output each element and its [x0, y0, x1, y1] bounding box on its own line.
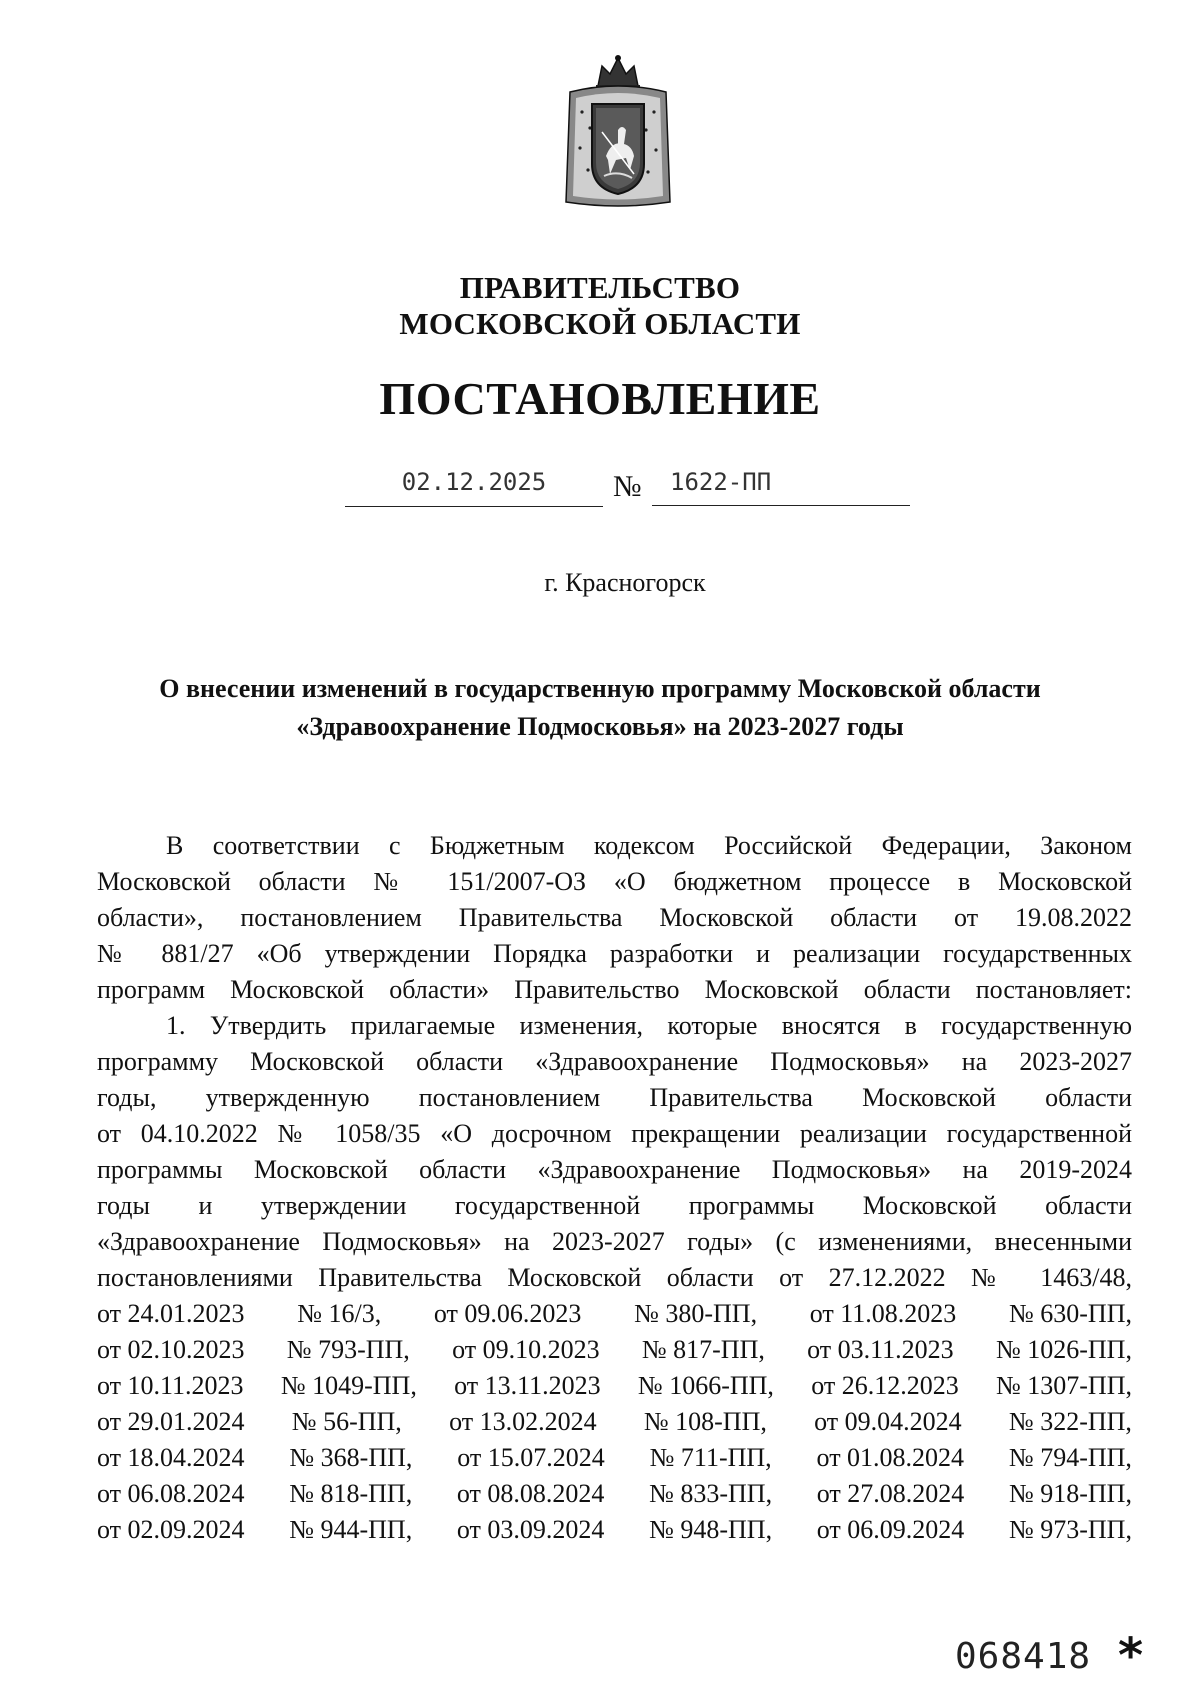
- amendment-number: № 973-ПП,: [1008, 1515, 1132, 1544]
- amendment-date: от 06.08.2024: [97, 1479, 245, 1508]
- amendment-number: № 16/3,: [297, 1299, 382, 1328]
- amendment-date: от 10.11.2023: [97, 1371, 244, 1400]
- amendment-date: от 27.08.2024: [816, 1479, 965, 1508]
- amendment-number: № 794-ПП,: [1008, 1443, 1132, 1472]
- government-name-line1: ПРАВИТЕЛЬСТВО: [459, 270, 741, 305]
- amendment-number: № 1066-ПП,: [637, 1371, 774, 1400]
- text-line: программ Московской области» Правительство Московской области постановляет:: [97, 975, 1132, 1004]
- amendment-row: [97, 1476, 1132, 1512]
- amendment-number: № 948-ПП,: [649, 1515, 773, 1544]
- amendment-number: № 944-ПП,: [289, 1515, 413, 1544]
- text-line: программу Московской области «Здравоохранение Подмосковья» на 2023-2027: [97, 1047, 1132, 1076]
- document-date: 02.12.2025: [345, 468, 603, 507]
- amendment-number: № 1026-ПП,: [995, 1335, 1132, 1364]
- date-number-line: [0, 468, 1200, 508]
- text-line: годы и утверждении государственной программы Московской области: [97, 1191, 1132, 1220]
- amendment-date: от 02.10.2023: [97, 1335, 245, 1364]
- amendment-row: [97, 1404, 1132, 1440]
- amendment-date: от 15.07.2024: [457, 1443, 605, 1472]
- amendment-date: от 01.08.2024: [816, 1443, 965, 1472]
- amendment-number: № 818-ПП,: [289, 1479, 413, 1508]
- coat-of-arms-icon: [560, 52, 676, 210]
- amendment-date: от 09.06.2023: [433, 1299, 582, 1328]
- number-sign: №: [613, 470, 642, 503]
- amendment-number: № 56-ПП,: [291, 1407, 402, 1436]
- document-subject: [0, 670, 1200, 746]
- amendments-list: [97, 1296, 1132, 1548]
- text-line: Московской области № 151/2007-ОЗ «О бюджетном процессе в Московской: [97, 867, 1132, 896]
- document-type: ПОСТАНОВЛЕНИЕ: [379, 373, 821, 424]
- text-line: годы, утвержденную постановлением Правительства Московской области: [97, 1083, 1132, 1112]
- amendment-number: № 918-ПП,: [1008, 1479, 1132, 1508]
- amendment-date: от 03.11.2023: [807, 1335, 954, 1364]
- amendment-number: № 1049-ПП,: [280, 1371, 417, 1400]
- amendment-row: [97, 1440, 1132, 1476]
- amendment-number: № 1307-ПП,: [995, 1371, 1132, 1400]
- document-number: 1622-ПП: [652, 468, 910, 506]
- text-line: № 881/27 «Об утверждении Порядка разработки и реализации государственных: [97, 939, 1132, 968]
- amendment-date: от 03.09.2024: [456, 1515, 605, 1544]
- amendment-date: от 06.09.2024: [816, 1515, 965, 1544]
- serial-number: 068418: [955, 1636, 1092, 1677]
- amendment-date: от 11.08.2023: [809, 1299, 957, 1328]
- amendment-number: № 711-ПП,: [649, 1443, 772, 1472]
- text-line: программы Московской области «Здравоохранение Подмосковья» на 2019-2024: [97, 1155, 1132, 1184]
- amendment-date: от 29.01.2024: [97, 1407, 245, 1436]
- amendment-number: № 833-ПП,: [649, 1479, 773, 1508]
- amendment-date: от 13.11.2023: [454, 1371, 601, 1400]
- amendment-date: от 13.02.2024: [449, 1407, 597, 1436]
- amendment-number: № 322-ПП,: [1008, 1407, 1132, 1436]
- text-line: области», постановлением Правительства Московской области от 19.08.2022: [97, 903, 1132, 932]
- amendment-date: от 02.09.2024: [97, 1515, 245, 1544]
- subject-line1: О внесении изменений в государственную программу Московской области: [159, 674, 1041, 703]
- amendment-date: от 09.10.2023: [452, 1335, 600, 1364]
- text-line: 1. Утвердить прилагаемые изменения, которые вносятся в государственную: [166, 1011, 1132, 1040]
- text-line: от 04.10.2022 № 1058/35 «О досрочном прекращении реализации государственной: [97, 1119, 1132, 1148]
- amendment-number: № 793-ПП,: [286, 1335, 410, 1364]
- city: г. Красногорск: [544, 568, 706, 597]
- amendment-number: № 368-ПП,: [289, 1443, 413, 1472]
- amendment-number: № 380-ПП,: [634, 1299, 758, 1328]
- amendment-row: [97, 1368, 1132, 1404]
- text-line: В соответствии с Бюджетным кодексом Российской Федерации, Законом: [166, 831, 1132, 860]
- paragraph-item-1: [97, 1008, 1132, 1296]
- amendment-number: № 630-ПП,: [1008, 1299, 1132, 1328]
- subject-line2: «Здравоохранение Подмосковья» на 2023-2027 годы: [296, 712, 904, 741]
- amendment-row: [97, 1296, 1132, 1332]
- amendment-number: № 817-ПП,: [641, 1335, 765, 1364]
- paragraph-preamble: [97, 828, 1132, 1008]
- amendment-date: от 24.01.2023: [97, 1299, 245, 1328]
- document-body: [97, 828, 1132, 1548]
- amendment-row: [97, 1332, 1132, 1368]
- amendment-date: от 26.12.2023: [811, 1371, 959, 1400]
- text-line: «Здравоохранение Подмосковья» на 2023-2027 годы» (с изменениями, внесенными: [97, 1227, 1132, 1256]
- text-line: постановлениями Правительства Московской области от 27.12.2022 № 1463/48,: [97, 1263, 1132, 1292]
- amendment-number: № 108-ПП,: [643, 1407, 767, 1436]
- asterisk-mark: *: [1118, 1628, 1144, 1684]
- amendment-date: от 09.04.2024: [814, 1407, 962, 1436]
- government-name-line2: МОСКОВСКОЙ ОБЛАСТИ: [399, 306, 801, 341]
- amendment-date: от 08.08.2024: [456, 1479, 605, 1508]
- amendment-date: от 18.04.2024: [97, 1443, 245, 1472]
- amendment-row: [97, 1512, 1132, 1548]
